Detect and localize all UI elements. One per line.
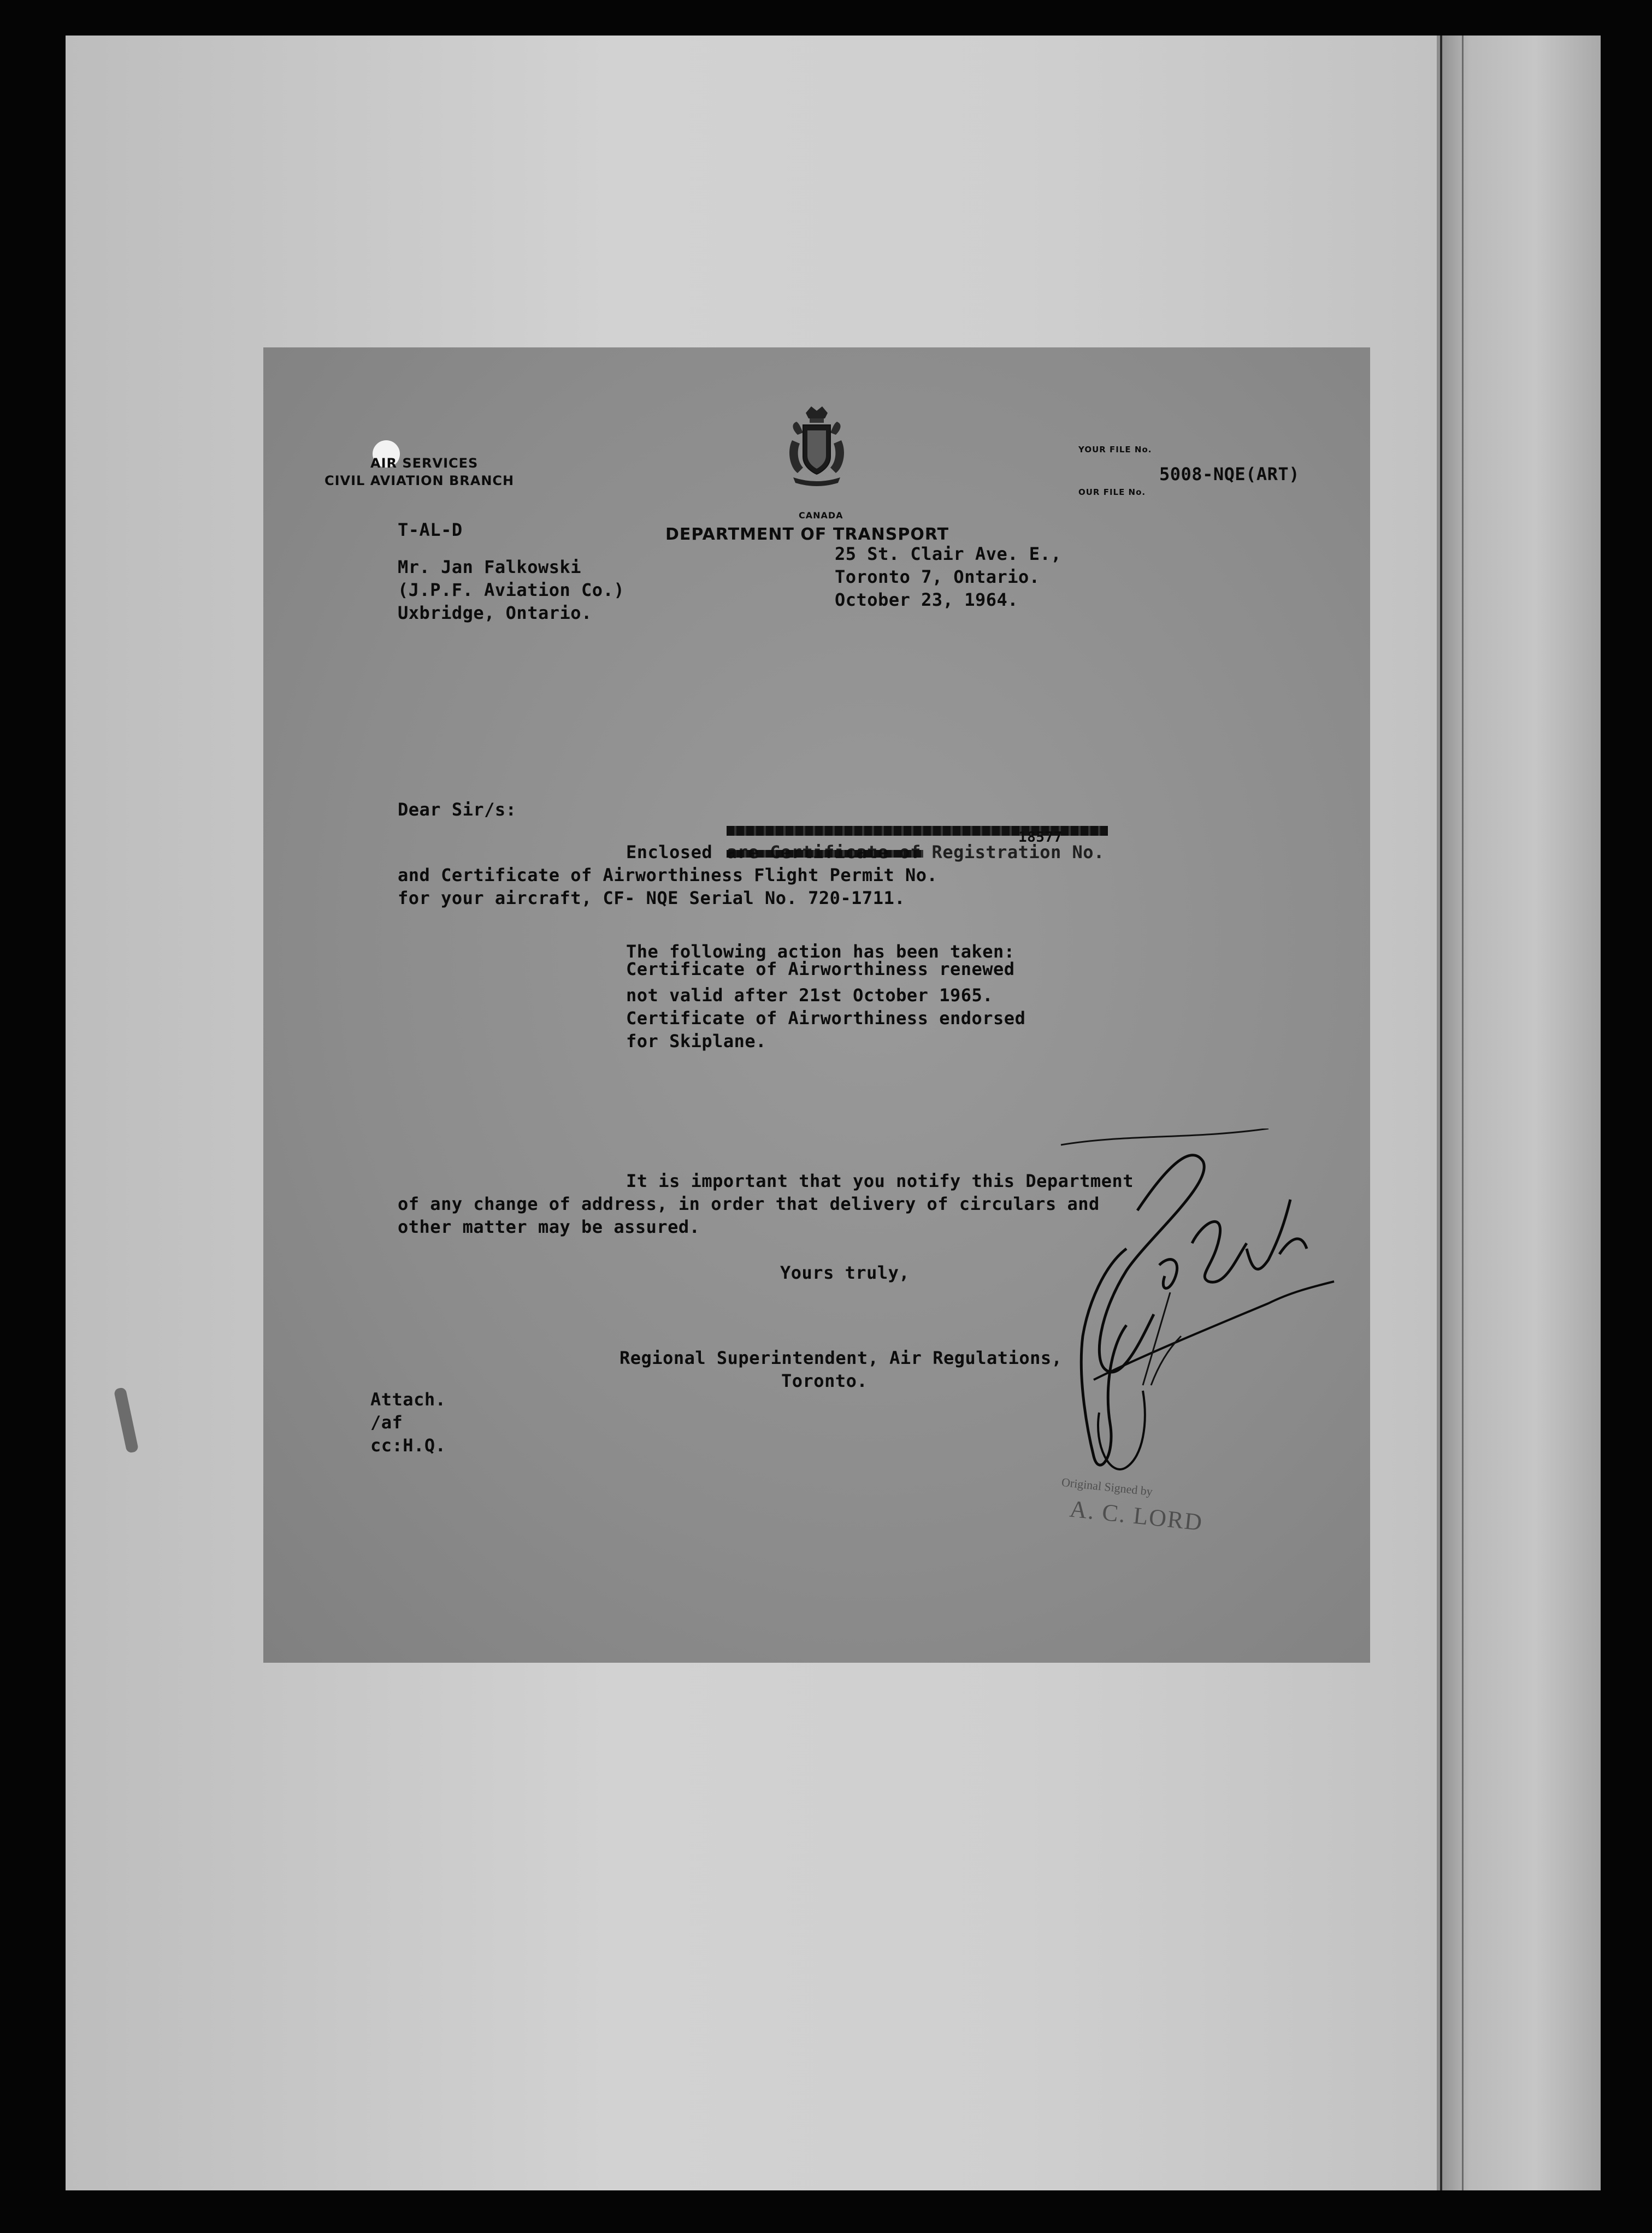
branch-line-1: AIR SERVICES <box>370 456 479 471</box>
edge-shadow-line <box>1440 36 1442 2190</box>
body-line-2: and Certificate of Airworthiness Flight Permit No. <box>398 865 938 885</box>
body-line-1-end: are Certificate of Registration No. <box>727 842 1105 863</box>
action-intro: The following action has been taken: <box>626 941 1015 962</box>
action-line-3: Certificate of Airworthiness endorsed <box>626 1008 1026 1029</box>
crest-caption: CANADA <box>799 510 843 521</box>
recipient-location: Uxbridge, Ontario. <box>398 602 592 623</box>
action-line-2: not valid after 21st October 1965. <box>626 985 994 1006</box>
body-line-3: for your aircraft, CF- NQE Serial No. 720-1711. <box>398 888 905 908</box>
canada-crest-icon <box>781 402 852 506</box>
letter-date: October 23, 1964. <box>835 589 1019 610</box>
signatory-title: Regional Superintendent, Air Regulations, <box>620 1348 1063 1368</box>
overtyped-registration-number: 18577 <box>1018 829 1063 846</box>
branch-line-2: CIVIL AVIATION BRANCH <box>324 473 515 488</box>
notice-line-1: It is important that you notify this Department <box>626 1171 1134 1191</box>
sender-address-line-2: Toronto 7, Ontario. <box>835 566 1040 587</box>
typist-initials: /af <box>370 1412 403 1433</box>
salutation: Dear Sir/s: <box>398 799 517 820</box>
stamp-line-2: A. C. LORD <box>1068 1495 1205 1536</box>
body-line-1-start: Enclosed <box>626 842 713 863</box>
stamp-line-1: Original Signed by <box>1060 1475 1154 1498</box>
your-file-value: 5008-NQE(ART) <box>1159 464 1300 485</box>
action-line-1: Certificate of Airworthiness renewed <box>626 959 1015 979</box>
your-file-label: YOUR FILE No. <box>1078 445 1152 454</box>
signatory-city: Toronto. <box>781 1370 868 1391</box>
reference-code: T-AL-D <box>398 519 463 540</box>
mount-card-edge <box>1437 36 1601 2190</box>
attachment-note: Attach. <box>370 1389 446 1410</box>
valediction: Yours truly, <box>780 1262 910 1283</box>
our-file-label: OUR FILE No. <box>1078 487 1146 497</box>
notice-line-3: other matter may be assured. <box>398 1216 700 1237</box>
recipient-company: (J.P.F. Aviation Co.) <box>398 580 625 600</box>
carbon-copy: cc:H.Q. <box>370 1435 446 1456</box>
sender-address-line-1: 25 St. Clair Ave. E., <box>835 544 1062 564</box>
department-heading: DEPARTMENT OF TRANSPORT <box>665 525 949 544</box>
recipient-name: Mr. Jan Falkowski <box>398 557 582 577</box>
action-line-4: for Skiplane. <box>626 1031 766 1051</box>
edge-shadow-line-secondary <box>1462 36 1464 2190</box>
letter-page <box>263 347 1370 1663</box>
notice-line-2: of any change of address, in order that delivery of circulars and <box>398 1194 1100 1214</box>
